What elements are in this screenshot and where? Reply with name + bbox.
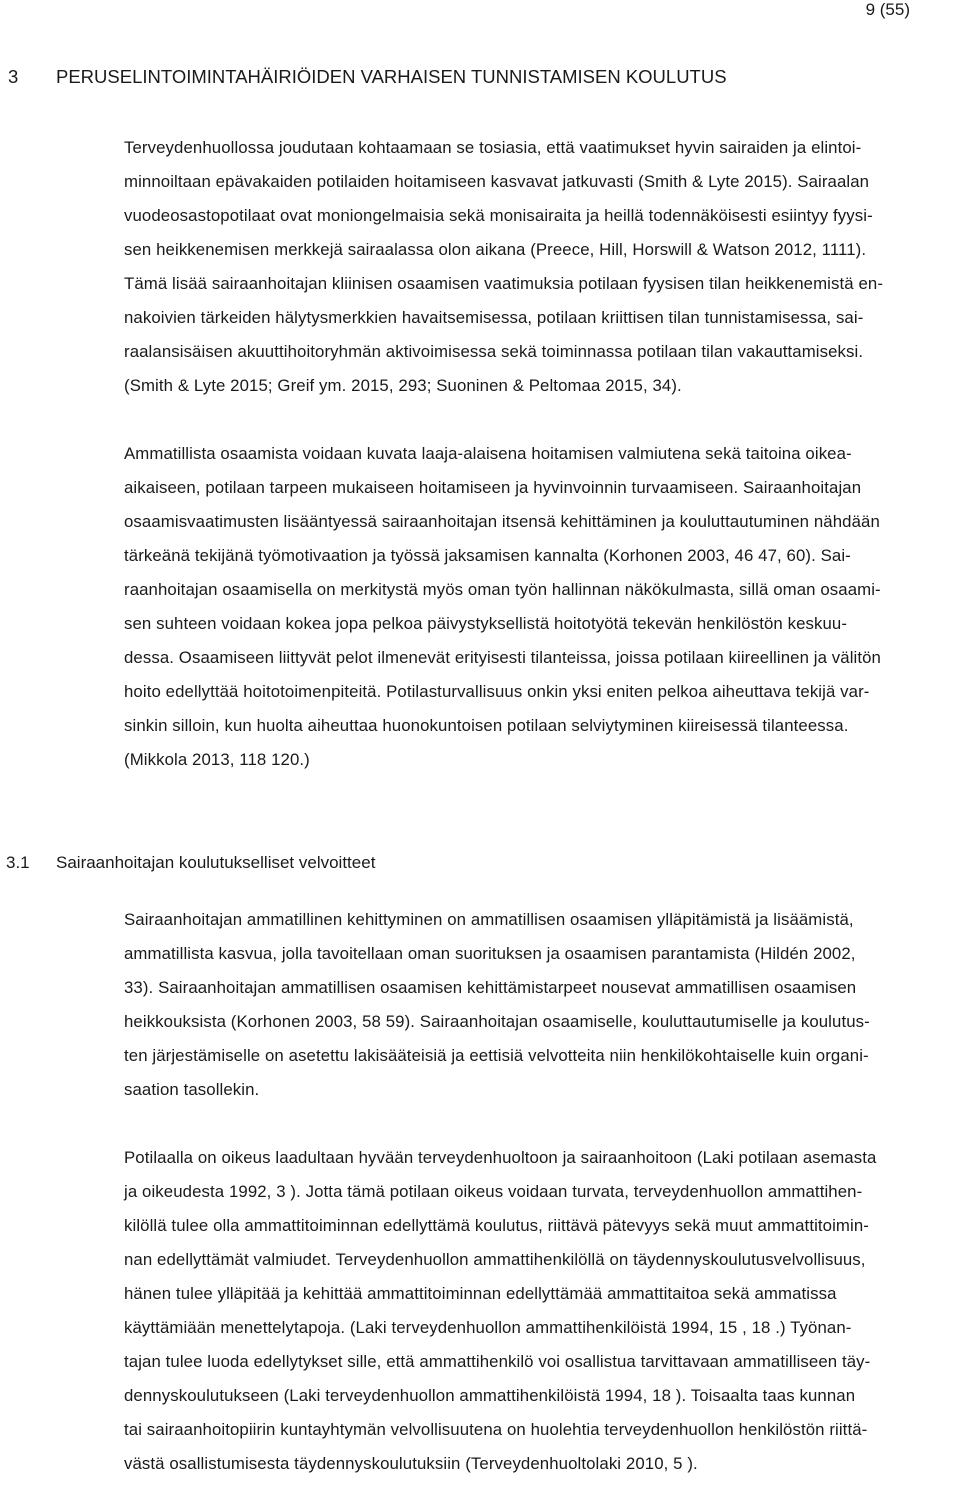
text-line: Terveydenhuollossa joudutaan kohtaamaan se tosiasia, että vaatimukset hyvin sairaiden ja elintoi- <box>124 138 862 157</box>
text-line: sinkin silloin, kun huolta aiheuttaa huonokuntoisen potilaan selviytyminen kiireisessä tilanteessa. <box>124 716 849 735</box>
text-line: nan edellyttämät valmiudet. Terveydenhuollon ammattihenkilöllä on täydennyskoulutusvelvollisuus, <box>124 1250 866 1269</box>
text-line: västä osallistumisesta täydennyskoulutuksiin (Terveydenhuoltolaki 2010, 5 ). <box>124 1454 698 1473</box>
text-line: heikkouksista (Korhonen 2003, 58 59). Sairaanhoitajan osaamiselle, kouluttautumiselle ja koulutus- <box>124 1012 870 1031</box>
text-line: sen heikkenemisen merkkejä sairaalassa olon aikana (Preece, Hill, Horswill & Watson 2012, 1111). <box>124 240 867 259</box>
text-line: (Smith & Lyte 2015; Greif ym. 2015, 293; Suoninen & Peltomaa 2015, 34). <box>124 376 682 395</box>
section-title: Sairaanhoitajan koulutukselliset velvoitteet <box>56 853 376 872</box>
text-line: tajan tulee luoda edellytykset sille, että ammattihenkilö voi osallistua tarvittavaan ammatilliseen täy- <box>124 1352 871 1371</box>
text-line: 33). Sairaanhoitajan ammatillisen osaamisen kehittämistarpeet nousevat ammatillisen osaamisen <box>124 978 857 997</box>
text-line: Sairaanhoitajan ammatillinen kehittyminen on ammatillisen osaamisen ylläpitämistä ja lisäämistä, <box>124 910 854 929</box>
text-line: saation tasollekin. <box>124 1080 260 1099</box>
text-line: ten järjestämiselle on asetettu lakisääteisiä ja eettisiä velvotteita niin henkilökohtaiselle kuin organi- <box>124 1046 869 1065</box>
text-line: sen suhteen voidaan kokea jopa pelkoa päivystyksellistä hoitotyötä tekevän henkilöstön keskuu- <box>124 614 848 633</box>
section-number: 3.1 <box>6 853 30 872</box>
chapter-title: PERUSELINTOIMINTAHÄIRIÖIDEN VARHAISEN TUNNISTAMISEN KOULUTUS <box>56 66 727 87</box>
text-line: hänen tulee ylläpitää ja kehittää ammattitoiminnan edellyttämää ammattitaitoa sekä ammatissa <box>124 1284 837 1303</box>
text-line: Potilaalla on oikeus laadultaan hyvään terveydenhuoltoon ja sairaanhoitoon (Laki potilaan asemasta <box>124 1148 877 1167</box>
chapter-heading <box>8 66 727 88</box>
chapter-number: 3 <box>8 66 19 87</box>
text-line: ja oikeudesta 1992, 3 ). Jotta tämä potilaan oikeus voidaan turvata, terveydenhuollon ammattihen- <box>124 1182 863 1201</box>
text-line: hoito edellyttää hoitotoimenpiteitä. Potilasturvallisuus onkin yksi eniten pelkoa aiheuttava tekijä var- <box>124 682 870 701</box>
text-line: käyttämiään menettelytapoja. (Laki terveydenhuollon ammattihenkilöistä 1994, 15 , 18 .) Työnan- <box>124 1318 852 1337</box>
text-line: tärkeänä tekijänä työmotivaation ja työssä jaksamisen kannalta (Korhonen 2003, 46 47, 60). Sai- <box>124 546 851 565</box>
page-number: 9 (55) <box>865 0 910 19</box>
text-line: raalansisäisen akuuttihoitoryhmän aktivoimisessa sekä toiminnassa potilaan tilan vakauttamiseksi. <box>124 342 864 361</box>
text-line: aikaiseen, potilaan tarpeen mukaiseen hoitamiseen ja hyvinvoinnin turvaamiseen. Sairaanhoitajan <box>124 478 862 497</box>
text-line: raanhoitajan osaamisella on merkitystä myös oman työn hallinnan näkökulmasta, sillä oman osaami- <box>124 580 881 599</box>
text-line: tai sairaanhoitopiirin kuntayhtymän velvollisuutena on huolehtia terveydenhuollon henkilöstön riittä- <box>124 1420 868 1439</box>
text-line: dennyskoulutukseen (Laki terveydenhuollon ammattihenkilöistä 1994, 18 ). Toisaalta taas kunnan <box>124 1386 856 1405</box>
text-line: Tämä lisää sairaanhoitajan kliinisen osaamisen vaatimuksia potilaan fyysisen tilan heikkenemistä en- <box>124 274 884 293</box>
text-line: vuodeosastopotilaat ovat moniongelmaisia sekä monisairaita ja heillä todennäköisesti esiintyy fyysi- <box>124 206 873 225</box>
text-line: osaamisvaatimusten lisääntyessä sairaanhoitajan itsensä kehittäminen ja kouluttautuminen nähdään <box>124 512 880 531</box>
section-heading <box>6 852 375 874</box>
text-line: (Mikkola 2013, 118 120.) <box>124 750 310 769</box>
text-line: minnoiltaan epävakaiden potilaiden hoitamiseen kasvavat jatkuvasti (Smith & Lyte 2015). Sairaalan <box>124 172 870 191</box>
text-line: dessa. Osaamiseen liittyvät pelot ilmenevät erityisesti tilanteissa, joissa potilaan kiireellinen ja välitön <box>124 648 881 667</box>
text-line: nakoivien tärkeiden hälytysmerkkien havaitsemisessa, potilaan kriittisen tilan tunnistamisessa, sai- <box>124 308 864 327</box>
text-line: Ammatillista osaamista voidaan kuvata laaja-alaisena hoitamisen valmiutena sekä taitoina oikea- <box>124 444 852 463</box>
text-line: kilöllä tulee olla ammattitoiminnan edellyttämä koulutus, riittävä pätevyys sekä muut ammattitoimin- <box>124 1216 869 1235</box>
text-line: ammatillista kasvua, jolla tavoitellaan oman suorituksen ja osaamisen parantamista (Hildén 2002, <box>124 944 856 963</box>
